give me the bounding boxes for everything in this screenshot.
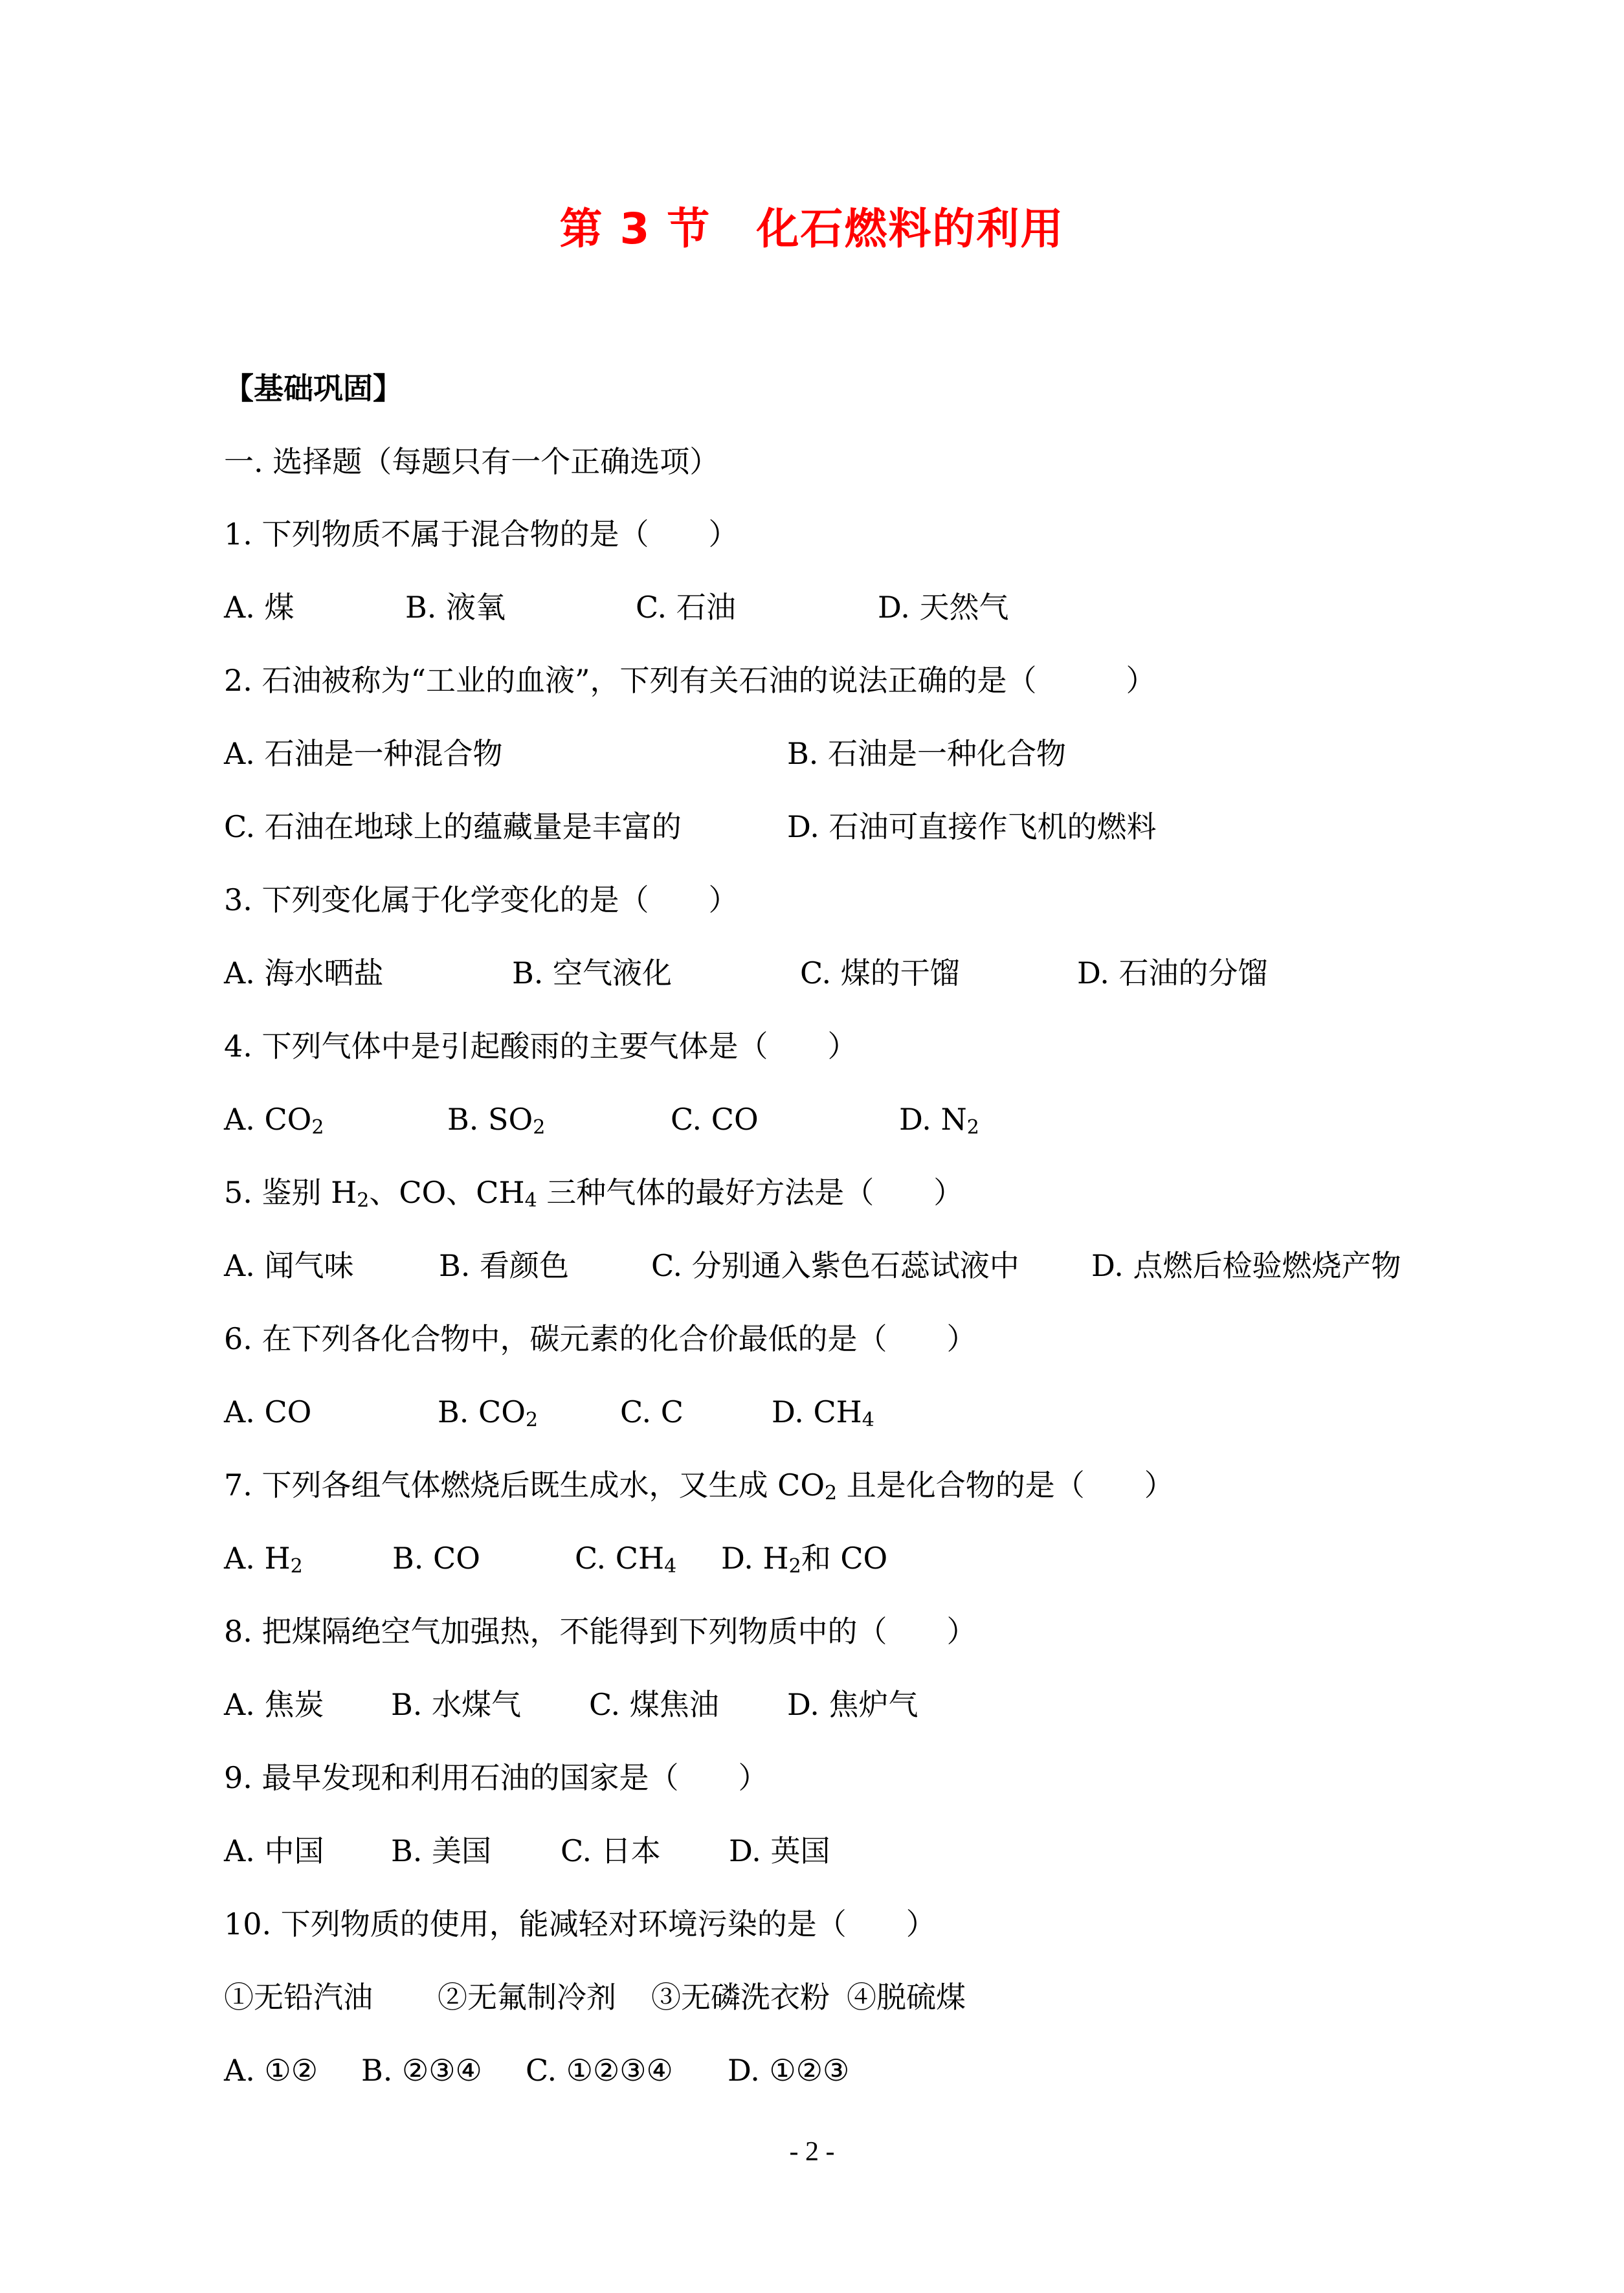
question-3-options [224, 954, 1454, 992]
option: A. CO [224, 1394, 312, 1429]
title-text: 化石燃料的利用 [756, 204, 1065, 254]
option: D. 石油的分馏 [1077, 956, 1268, 990]
option: D. $CH_4$ [772, 1394, 874, 1431]
option: C. 日本 [561, 1833, 661, 1868]
option: C. 煤的干馏 [800, 956, 960, 990]
question-7-options [224, 1539, 1454, 1578]
option: D. 英国 [729, 1833, 830, 1868]
option: C. 煤焦油 [589, 1687, 719, 1722]
question-9-options [224, 1831, 1454, 1870]
question-6-options [224, 1393, 1454, 1431]
option: A. $CO_2$ [224, 1102, 324, 1139]
question-1-options [224, 588, 1454, 627]
question-8-options [224, 1685, 1454, 1724]
question-9-stem: 9. 最早发现和利用石油的国家是（ ） [224, 1760, 768, 1795]
option: D. 天然气 [878, 590, 1009, 625]
option: B. 美国 [391, 1833, 492, 1868]
option: C. 石油在地球上的蕴藏量是丰富的 [224, 809, 682, 844]
list-item: ②无氟制冷剂 [438, 1980, 616, 2015]
option: C. $CH_4$ [575, 1541, 677, 1578]
question-2-stem: 2. 石油被称为“工业的血液”，下列有关石油的说法正确的是（ ） [224, 663, 1156, 698]
option: D. $H_2$和 CO [721, 1541, 888, 1578]
title-section-number: 第 3 节 [559, 204, 711, 254]
question-4-stem: 4. 下列气体中是引起酸雨的主要气体是（ ） [224, 1029, 858, 1064]
option: A. 闻气味 [224, 1248, 354, 1283]
question-10-stem: 10. 下列物质的使用，能减轻对环境污染的是（ ） [224, 1907, 936, 1941]
option: B. $CO_2$ [438, 1394, 539, 1431]
option: A. ①② [224, 2053, 318, 2088]
option: C. 石油 [636, 590, 736, 625]
question-10-options [224, 2051, 1454, 2090]
page-title [0, 194, 1624, 256]
option: A. 海水晒盐 [224, 956, 384, 990]
option: D. $N_2$ [899, 1102, 979, 1139]
option: B. $SO_2$ [447, 1102, 546, 1139]
option: C. CO [671, 1102, 759, 1137]
question-10-items [224, 1978, 1454, 2017]
question-5-options [224, 1246, 1454, 1285]
option: B. 空气液化 [512, 956, 673, 990]
instruction: 一. 选择题（每题只有一个正确选项） [224, 444, 720, 479]
option: B. 液氧 [405, 590, 506, 625]
question-5-stem: 5. 鉴别 $H_2$、CO、$CH_4$ 三种气体的最好方法是（ ） [224, 1175, 964, 1212]
question-1-stem: 1. 下列物质不属于混合物的是（ ） [224, 517, 739, 552]
option: B. ②③④ [361, 2053, 482, 2088]
list-item: ④脱硫煤 [847, 1980, 966, 2015]
option: A. 焦炭 [224, 1687, 324, 1722]
option: A. 中国 [224, 1833, 324, 1868]
option: B. 看颜色 [439, 1248, 570, 1283]
option: C. 分别通入紫色石蕊试液中 [651, 1248, 1019, 1283]
question-4-options [224, 1100, 1454, 1139]
option: B. 石油是一种化合物 [787, 736, 1067, 771]
option: B. 水煤气 [391, 1687, 522, 1722]
option: A. 石油是一种混合物 [224, 736, 503, 771]
section-heading: 【基础巩固】 [224, 371, 403, 406]
question-7-stem: 7. 下列各组气体燃烧后既生成水，又生成 $CO_2$ 且是化合物的是（ ） [224, 1468, 1174, 1504]
question-3-stem: 3. 下列变化属于化学变化的是（ ） [224, 882, 739, 917]
option: D. 点燃后检验燃烧产物 [1091, 1248, 1401, 1283]
option: C. C [620, 1394, 684, 1429]
option: A. 煤 [224, 590, 295, 625]
option: B. CO [392, 1541, 480, 1576]
list-item: ③无磷洗衣粉 [651, 1980, 830, 2015]
option: D. 焦炉气 [787, 1687, 918, 1722]
option: C. ①②③④ [526, 2053, 673, 2088]
option: D. ①②③ [728, 2053, 850, 2088]
question-8-stem: 8. 把煤隔绝空气加强热，不能得到下列物质中的（ ） [224, 1614, 977, 1649]
list-item: ①无铅汽油 [224, 1980, 373, 2015]
question-6-stem: 6. 在下列各化合物中，碳元素的化合价最低的是（ ） [224, 1321, 977, 1356]
option: A. $H_2$ [224, 1541, 303, 1578]
question-2-options-row1 [224, 734, 1454, 773]
option: D. 石油可直接作飞机的燃料 [787, 809, 1157, 844]
page-number: - 2 - [789, 2137, 835, 2167]
question-2-options-row2 [224, 807, 1454, 846]
